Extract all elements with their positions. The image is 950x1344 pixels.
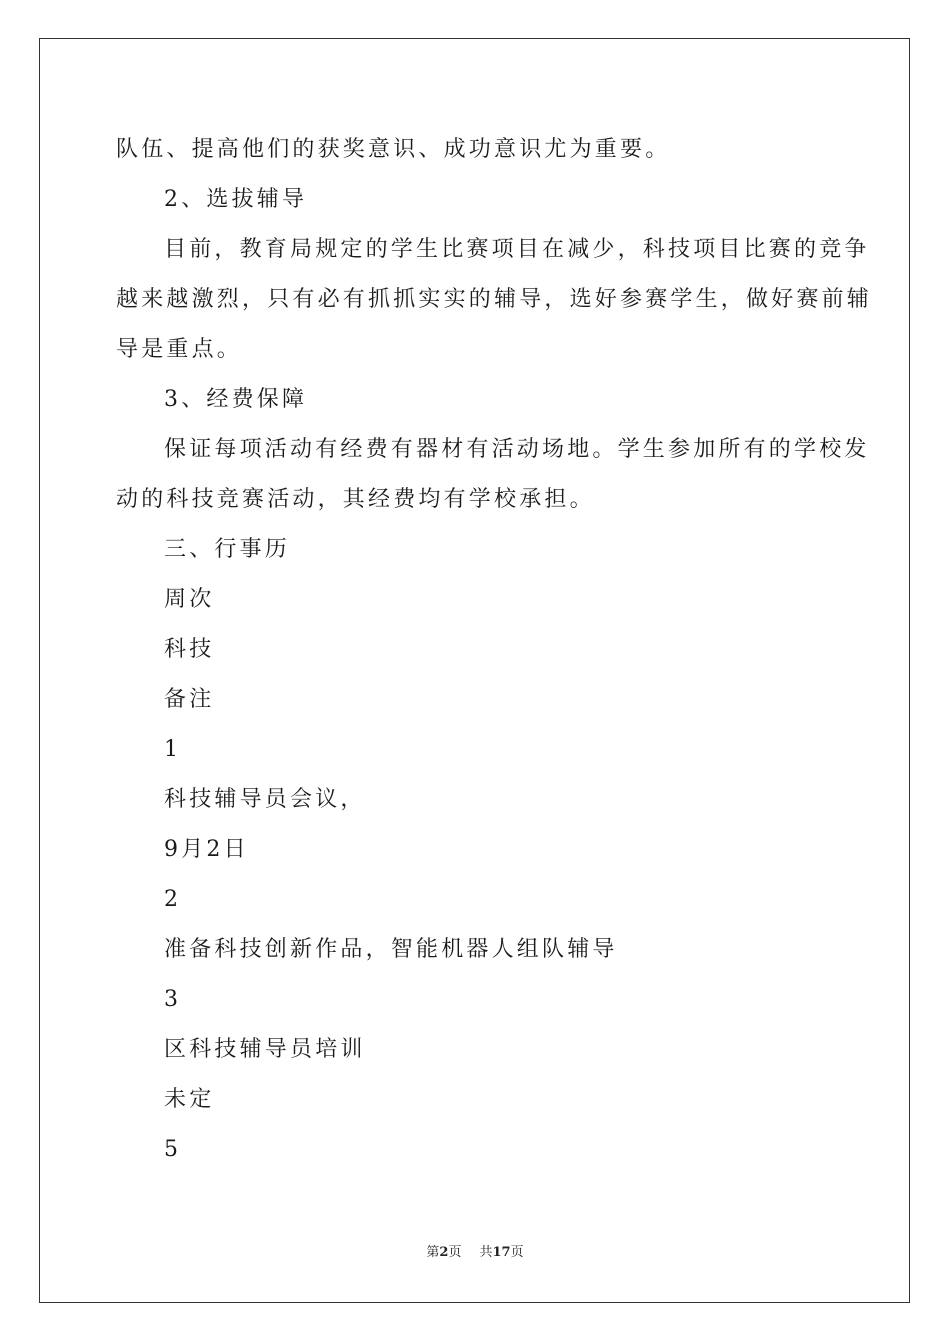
table-header-week: 周次 — [164, 587, 215, 612]
text-line: 动的科技竞赛活动，其经费均有学校承担。 — [116, 487, 595, 512]
table-cell-activity: 准备科技创新作品，智能机器人组队辅导 — [164, 937, 618, 962]
page-suffix: 页 — [448, 1245, 462, 1260]
section-heading: 2、选拔辅导 — [164, 187, 308, 212]
total-suffix: 页 — [510, 1245, 524, 1260]
page-prefix: 第 — [426, 1245, 440, 1260]
table-cell-week: 2 — [164, 887, 182, 912]
total-prefix: 共 — [479, 1245, 493, 1260]
table-cell-note: 未定 — [164, 1087, 215, 1112]
table-header-notes: 备注 — [164, 687, 215, 712]
table-cell-note: 9月2日 — [164, 837, 249, 862]
table-cell-activity: 科技辅导员会议， — [164, 787, 366, 812]
table-cell-week: 5 — [164, 1137, 182, 1162]
text-line: 保证每项活动有经费有器材有活动场地。学生参加所有的学校发 — [164, 437, 870, 462]
text-line: 目前，教育局规定的学生比赛项目在减少，科技项目比赛的竞争 — [164, 237, 870, 262]
page-number: 2 — [439, 1245, 449, 1260]
table-header-tech: 科技 — [164, 637, 215, 662]
text-line: 导是重点。 — [116, 337, 243, 362]
section-heading: 三、行事历 — [164, 537, 291, 562]
page-footer — [0, 1245, 950, 1261]
table-cell-week: 3 — [164, 987, 182, 1012]
total-pages: 17 — [492, 1245, 511, 1260]
table-cell-activity: 区科技辅导员培训 — [164, 1037, 366, 1062]
table-cell-week: 1 — [164, 737, 182, 762]
text-line: 队伍、提高他们的获奖意识、成功意识尤为重要。 — [116, 137, 671, 162]
section-heading: 3、经费保障 — [164, 387, 308, 412]
text-line: 越来越激烈，只有必有抓抓实实的辅导，选好参赛学生，做好赛前辅 — [116, 287, 873, 312]
